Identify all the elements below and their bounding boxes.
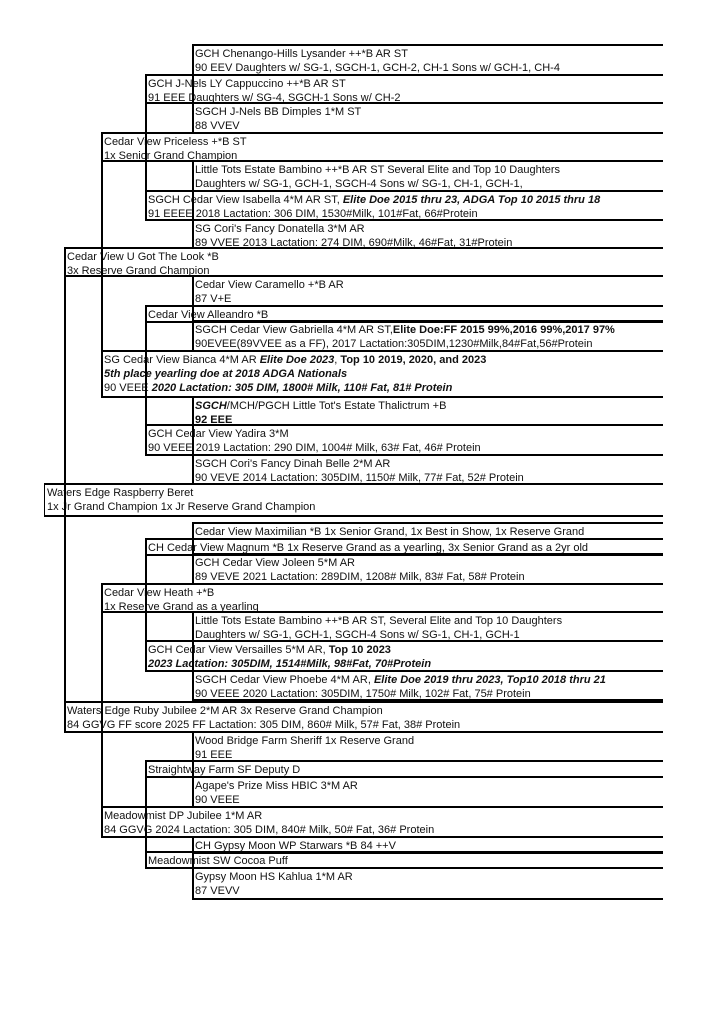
pedigree-entry-gen2	[101, 806, 663, 838]
text-segment: Elite Doe:FF 2015 99%,2016 99%,2017 97%	[392, 324, 615, 336]
animal-name-line	[195, 222, 663, 236]
text-segment: Elite Doe 2019 thru 2023, Top10 2018 thru 21	[373, 674, 606, 686]
text-segment: 91 EEE	[195, 749, 233, 761]
text-segment: Daughters w/ SG-1, GCH-1, SGCH-4 Sons w/ SG-1, CH-1, GCH-1,	[195, 178, 523, 190]
pedigree-connector-line	[192, 396, 194, 485]
text-segment: SGCH J-Nels BB Dimples 1*M ST	[195, 106, 362, 118]
animal-name-line	[195, 779, 663, 793]
animal-detail-line	[148, 657, 663, 671]
text-segment: 90EVEE(89VVEE as a FF), 2017 Lactation:305DIM,1230#Milk,84#Fat,56#Protein	[195, 338, 593, 350]
animal-name-line	[67, 704, 663, 718]
pedigree-entry-gen4	[192, 219, 663, 249]
pedigree-connector-line	[101, 583, 103, 838]
animal-detail-line	[195, 292, 663, 306]
pedigree-entry-gen3	[145, 190, 663, 221]
text-segment: Elite Doe 2023	[259, 354, 335, 366]
animal-name-line	[195, 323, 663, 337]
text-segment: Daughters w/ SG-1, GCH-1, SGCH-4 Sons w/ SG-1, CH-1, GCH-1	[195, 629, 520, 641]
text-segment: Meadowmist DP Jubilee 1*M AR	[104, 810, 263, 822]
animal-name-line	[148, 643, 663, 657]
text-segment: 90 VEEE 2020 Lactation: 305DIM, 1750# Milk, 102# Fat, 75# Protein	[195, 688, 531, 700]
text-segment: 1x Jr Grand Champion 1x Jr Reserve Grand Champion	[47, 501, 316, 513]
text-segment: SG Cori's Fancy Donatella 3*M AR	[195, 223, 365, 235]
pedigree-entry-gen4	[192, 867, 663, 900]
text-segment: 90 VEEE	[104, 382, 152, 394]
text-segment: 84 GGVG FF score 2025 FF Lactation: 305 DIM, 860# Milk, 57# Fat, 38# Protein	[67, 719, 461, 731]
pedigree-entry-gen2	[101, 132, 663, 162]
animal-name-line	[195, 870, 663, 884]
text-segment: 89 VEVE 2021 Lactation: 289DIM, 1208# Milk, 83# Fat, 58# Protein	[195, 571, 525, 583]
text-segment: 2023 Lactation: 305DIM, 1514#Milk, 98#Fat, 70#Protein	[148, 658, 432, 670]
pedigree-entry-gen3	[145, 74, 663, 104]
animal-name-line	[195, 457, 663, 471]
pedigree-entry-gen4	[192, 731, 663, 762]
text-segment: Gypsy Moon HS Kahlua 1*M AR	[195, 871, 353, 883]
pedigree-connector-line	[192, 275, 194, 352]
pedigree-connector-line	[192, 731, 194, 808]
pedigree-entry-gen2	[101, 350, 663, 398]
animal-name-line	[195, 105, 663, 119]
animal-name-line	[104, 135, 663, 149]
text-segment: GCH Cedar View Versailles 5*M AR,	[148, 644, 329, 656]
text-segment: 88 VVEV	[195, 120, 240, 132]
pedigree-entry-gen4	[192, 102, 663, 134]
text-segment: 90 VEEE	[195, 794, 240, 806]
animal-detail-line	[195, 570, 663, 584]
text-segment: Waters Edge Ruby Jubilee 2*M AR 3x Reserve Grand Champion	[67, 705, 383, 717]
animal-detail-line	[195, 687, 663, 701]
animal-detail-line	[47, 500, 663, 514]
text-segment: GCH J-Nels LY Cappuccino ++*B AR ST	[148, 78, 346, 90]
animal-name-line	[148, 854, 663, 868]
pedigree-connector-line	[192, 44, 194, 134]
pedigree-entry-gen2	[101, 583, 663, 613]
animal-detail-line	[104, 823, 663, 837]
pedigree-connector-line	[192, 611, 194, 700]
text-segment: 87 V+E	[195, 293, 232, 305]
pedigree-entry-gen4	[192, 44, 663, 76]
animal-name-line	[47, 486, 663, 500]
text-segment: 90 VEVE 2014 Lactation: 305DIM, 1150# Milk, 77# Fat, 52# Protein	[195, 472, 524, 484]
animal-name-line	[104, 353, 663, 367]
text-segment: 5th place yearling doe at 2018 ADGA Nationals	[104, 368, 348, 380]
text-segment: Straightway Farm SF Deputy D	[148, 764, 301, 776]
animal-detail-line	[195, 177, 663, 191]
animal-detail-line	[104, 381, 663, 395]
animal-detail-line	[195, 884, 663, 898]
pedigree-entry-gen4	[192, 553, 663, 585]
text-segment: 92 EEE	[195, 414, 233, 426]
pedigree-entry-gen4	[192, 396, 663, 426]
text-segment: SG Cedar View Bianca 4*M AR	[104, 354, 260, 366]
animal-name-line	[195, 525, 663, 539]
text-segment: 87 VEVV	[195, 885, 240, 897]
text-segment: Elite Doe 2015 thru 23, ADGA Top 10 2015 thru 18	[342, 194, 601, 206]
animal-name-line	[104, 809, 663, 823]
pedigree-connector-line	[145, 538, 147, 672]
pedigree-entry-gen4	[192, 611, 663, 642]
text-segment: GCH Cedar View Joleen 5*M AR	[195, 557, 355, 569]
pedigree-connector-line	[192, 160, 194, 249]
text-segment: /MCH/PGCH Little Tot's Estate Thalictrum +B	[226, 400, 447, 412]
text-segment: Meadowmist SW Cocoa Puff	[148, 855, 288, 867]
text-segment: 90 VEEE 2019 Lactation: 290 DIM, 1004# Milk, 63# Fat, 46# Protein	[148, 442, 481, 454]
text-segment: 89 VVEE 2013 Lactation: 274 DIM, 690#Milk, 46#Fat, 31#Protein	[195, 237, 513, 249]
text-segment: Agape's Prize Miss HBIC 3*M AR	[195, 780, 358, 792]
pedigree-connector-line	[145, 305, 147, 456]
text-segment: SGCH Cedar View Isabella 4*M AR ST,	[148, 194, 343, 206]
text-segment: SGCH Cori's Fancy Dinah Belle 2*M AR	[195, 458, 391, 470]
animal-detail-line	[195, 337, 663, 351]
text-segment: Cedar View Priceless +*B ST	[104, 136, 247, 148]
animal-detail-line	[195, 61, 663, 75]
pedigree-connector-line	[101, 132, 103, 398]
pedigree-entry-gen4	[192, 320, 663, 352]
text-segment: SGCH Cedar View Gabriella 4*M AR ST,	[195, 324, 393, 336]
pedigree-entry-gen1	[64, 701, 663, 733]
text-segment: 2020 Lactation: 305 DIM, 1800# Milk, 110# Fat, 81# Protein	[151, 382, 453, 394]
pedigree-entry-gen4	[192, 670, 663, 701]
animal-name-line	[195, 278, 663, 292]
animal-name-line	[104, 586, 663, 600]
pedigree-connector-line	[192, 836, 194, 900]
text-segment: Cedar View U Got The Look *B	[67, 251, 219, 263]
animal-name-line	[148, 427, 663, 441]
pedigree-connector-line	[64, 247, 66, 733]
text-segment: Cedar View Alleandro *B	[148, 309, 269, 321]
text-segment: GCH Chenango-Hills Lysander ++*B AR ST	[195, 48, 408, 60]
animal-detail-line	[67, 718, 663, 732]
pedigree-entry-gen4	[192, 275, 663, 307]
text-segment: 1x Reserve Grand as a yearling	[104, 601, 259, 613]
text-segment: Top 10 2019, 2020, and 2023	[340, 354, 487, 366]
pedigree-entry-gen4	[192, 160, 663, 192]
pedigree-entry-gen3	[145, 424, 663, 456]
pedigree-entry-gen1	[64, 247, 663, 277]
text-segment: Little Tots Estate Bambino ++*B AR ST, Several Elite and Top 10 Daughters	[195, 615, 563, 627]
animal-name-line	[195, 673, 663, 687]
text-segment: Top 10 2023	[328, 644, 391, 656]
text-segment: Little Tots Estate Bambino ++*B AR ST Several Elite and Top 10 Daughters	[195, 164, 561, 176]
animal-detail-line	[195, 119, 663, 133]
animal-name-line	[195, 556, 663, 570]
text-segment: 91 EEE Daughters w/ SG-4, SGCH-1 Sons w/ CH-2	[148, 92, 401, 104]
text-segment: 3x Reserve Grand Champion	[67, 265, 210, 277]
animal-name-line	[195, 399, 663, 413]
animal-name-line	[148, 193, 663, 207]
text-segment: Cedar View Maximilian *B 1x Senior Grand, 1x Best in Show, 1x Reserve Grand	[195, 526, 585, 538]
animal-name-line	[195, 614, 663, 628]
text-segment: 91 EEEE 2018 Lactation: 306 DIM, 1530#Milk, 101#Fat, 66#Protein	[148, 208, 478, 220]
animal-name-line	[67, 250, 663, 264]
text-segment: 1x Senior Grand Champion	[104, 150, 238, 162]
animal-detail-line	[148, 441, 663, 455]
pedigree-connector-line	[192, 522, 194, 585]
text-segment: SGCH Cedar View Phoebe 4*M AR,	[195, 674, 374, 686]
text-segment: 90 EEV Daughters w/ SG-1, SGCH-1, GCH-2, CH-1 Sons w/ GCH-1, CH-4	[195, 62, 560, 74]
animal-detail-line	[195, 793, 663, 807]
text-segment: 84 GGVG 2024 Lactation: 305 DIM, 840# Milk, 50# Fat, 36# Protein	[104, 824, 435, 836]
text-segment: CH Cedar View Magnum *B 1x Reserve Grand as a yearling, 3x Senior Grand as a 2yr old	[148, 542, 589, 554]
pedigree-entry-gen4	[192, 776, 663, 808]
animal-name-line	[195, 47, 663, 61]
animal-detail-line	[104, 367, 663, 381]
animal-name-line	[195, 163, 663, 177]
animal-name-line	[148, 763, 663, 777]
animal-name-line	[195, 734, 663, 748]
text-segment: Wood Bridge Farm Sheriff 1x Reserve Grand	[195, 735, 415, 747]
text-segment: SGCH	[195, 400, 227, 412]
text-segment: GCH Cedar View Yadira 3*M	[148, 428, 289, 440]
text-segment: CH Gypsy Moon WP Starwars *B 84 ++V	[195, 840, 396, 852]
pedigree-connector-line	[145, 74, 147, 221]
pedigree-connector-line	[145, 760, 147, 869]
text-segment: Cedar View Caramello +*B AR	[195, 279, 344, 291]
pedigree-entry-gen3	[145, 640, 663, 672]
text-segment: Waters Edge Raspberry Beret	[47, 487, 194, 499]
animal-name-line	[148, 77, 663, 91]
pedigree-entry-gen0	[44, 483, 663, 517]
pedigree-entry-gen4	[192, 454, 663, 485]
text-segment: ,	[334, 354, 341, 366]
text-segment: Cedar View Heath +*B	[104, 587, 215, 599]
